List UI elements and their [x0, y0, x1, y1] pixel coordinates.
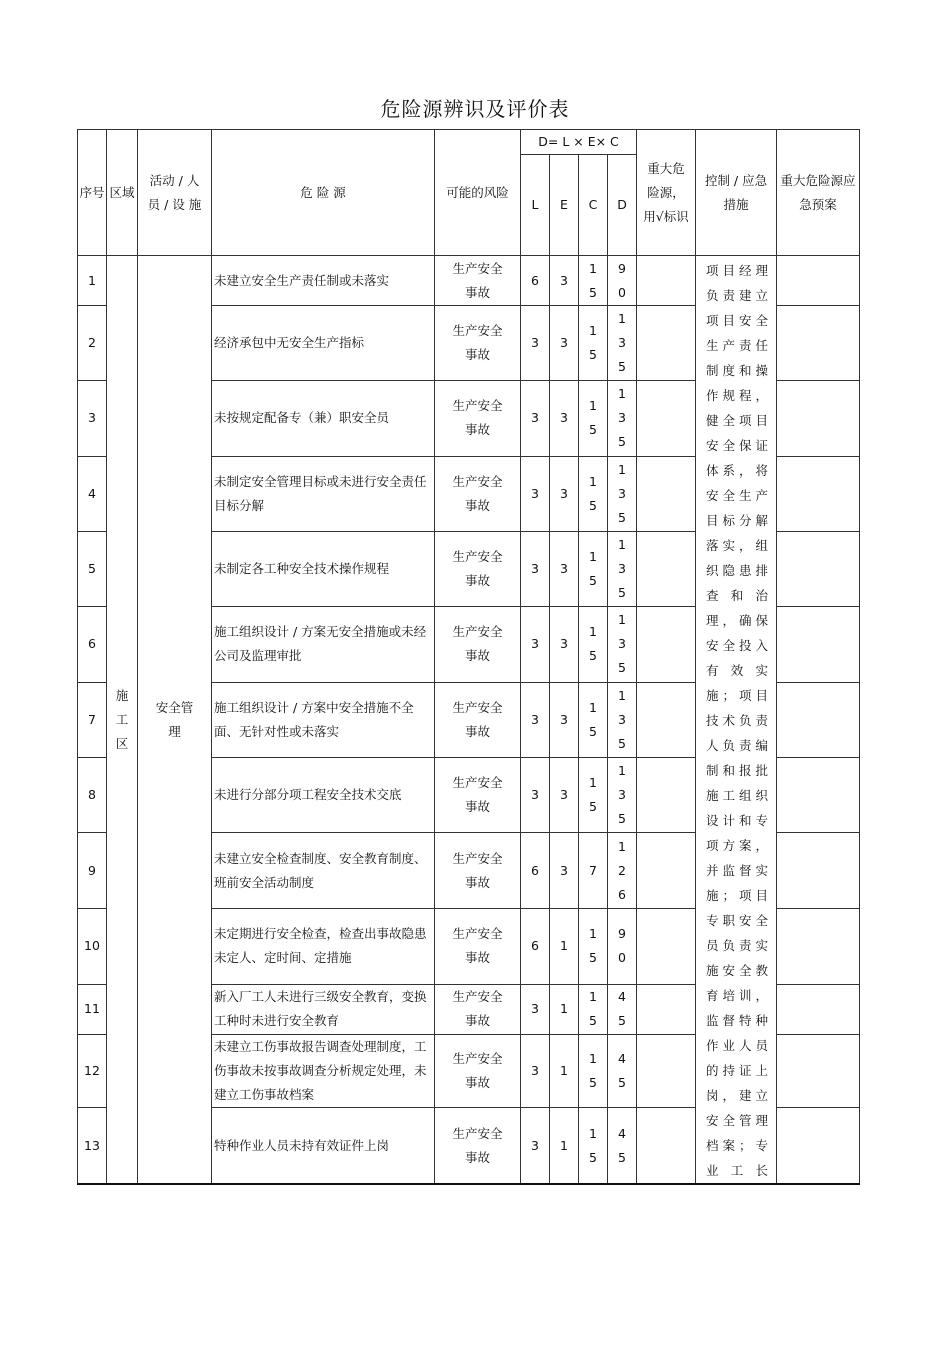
plan-cell: [777, 306, 860, 381]
row-no: 12: [78, 1034, 107, 1107]
L-cell: 3: [521, 381, 550, 456]
L-cell: 3: [521, 456, 550, 531]
E-cell: 3: [550, 758, 579, 833]
D-cell: 135: [608, 306, 637, 381]
C-cell: 15: [579, 1034, 608, 1107]
row-no: 5: [78, 531, 107, 606]
C-cell: 15: [579, 381, 608, 456]
major-cell: [637, 381, 696, 456]
L-cell: 3: [521, 1108, 550, 1184]
L-cell: 3: [521, 683, 550, 758]
row-no: 13: [78, 1108, 107, 1184]
row-no: 7: [78, 683, 107, 758]
plan-cell: [777, 683, 860, 758]
D-cell: 135: [608, 456, 637, 531]
major-cell: [637, 908, 696, 984]
risk-cell: 生产安全事故: [435, 908, 521, 984]
major-cell: [637, 984, 696, 1034]
E-cell: 3: [550, 256, 579, 306]
C-cell: 15: [579, 306, 608, 381]
D-cell: 90: [608, 256, 637, 306]
D-cell: 135: [608, 683, 637, 758]
header-no: 序号: [78, 130, 107, 256]
D-cell: 135: [608, 381, 637, 456]
major-cell: [637, 456, 696, 531]
page-title: 危险源辨识及评价表: [380, 97, 570, 121]
D-cell: 90: [608, 908, 637, 984]
E-cell: 3: [550, 683, 579, 758]
E-cell: 3: [550, 531, 579, 606]
header-major: 重大危险源，用√标识: [637, 130, 696, 256]
risk-cell: 生产安全事故: [435, 531, 521, 606]
plan-cell: [777, 531, 860, 606]
L-cell: 3: [521, 1034, 550, 1107]
hazard-cell: 经济承包中无安全生产指标: [212, 306, 435, 381]
E-cell: 1: [550, 908, 579, 984]
row-no: 4: [78, 456, 107, 531]
C-cell: 15: [579, 758, 608, 833]
hazard-cell: 特种作业人员未持有效证件上岗: [212, 1108, 435, 1184]
row-no: 3: [78, 381, 107, 456]
major-cell: [637, 1034, 696, 1107]
major-cell: [637, 833, 696, 908]
hazard-table: [77, 129, 860, 1185]
L-cell: 3: [521, 984, 550, 1034]
header-risk: 可能的风险: [435, 130, 521, 256]
header-L: L: [521, 155, 550, 256]
risk-cell: 生产安全事故: [435, 683, 521, 758]
L-cell: 3: [521, 758, 550, 833]
plan-cell: [777, 833, 860, 908]
hazard-cell: 未制定各工种安全技术操作规程: [212, 531, 435, 606]
hazard-cell: 未建立工伤事故报告调查处理制度，工伤事故未按事故调查分析规定处理，未建立工伤事故档案: [212, 1034, 435, 1107]
header-formula: D= L × E× C: [521, 130, 637, 155]
risk-cell: 生产安全事故: [435, 306, 521, 381]
major-cell: [637, 758, 696, 833]
hazard-cell: 未按规定配备专（兼）职安全员: [212, 381, 435, 456]
hazard-cell: 未建立安全检查制度、安全教育制度、班前安全活动制度: [212, 833, 435, 908]
header-hazard: 危 险 源: [212, 130, 435, 256]
risk-cell: 生产安全事故: [435, 456, 521, 531]
area-cell: 施工区: [107, 256, 138, 1185]
row-no: 6: [78, 606, 107, 682]
risk-cell: 生产安全事故: [435, 256, 521, 306]
major-cell: [637, 306, 696, 381]
header-activity: 活动 / 人员 / 设 施: [138, 130, 212, 256]
C-cell: 15: [579, 456, 608, 531]
major-cell: [637, 1108, 696, 1184]
E-cell: 3: [550, 833, 579, 908]
E-cell: 3: [550, 606, 579, 682]
D-cell: 135: [608, 606, 637, 682]
plan-cell: [777, 256, 860, 306]
header-C: C: [579, 155, 608, 256]
header-D: D: [608, 155, 637, 256]
plan-cell: [777, 758, 860, 833]
risk-cell: 生产安全事故: [435, 1034, 521, 1107]
E-cell: 1: [550, 1108, 579, 1184]
risk-cell: 生产安全事故: [435, 833, 521, 908]
risk-cell: 生产安全事故: [435, 1108, 521, 1184]
row-no: 10: [78, 908, 107, 984]
L-cell: 6: [521, 833, 550, 908]
plan-cell: [777, 456, 860, 531]
L-cell: 3: [521, 531, 550, 606]
major-cell: [637, 606, 696, 682]
major-cell: [637, 683, 696, 758]
plan-cell: [777, 1034, 860, 1107]
control-measure-cell: 项目经理负责建立项目安全生产责任制度和操作规程，健全项目安全保证体系，将安全生产目标分解落实，组织隐患排查和治理，确保安全投入有效实施；项目技术负责人负责编制和报批施工组织设计和专项方案，并监督实施；项目专职安全员负责实施安全教育培训，监督特种作业人员的持证上岗，建立安全管理档案；专业工长: [696, 256, 777, 1185]
C-cell: 15: [579, 256, 608, 306]
hazard-cell: 施工组织设计 / 方案中安全措施不全面、无针对性或未落实: [212, 683, 435, 758]
hazard-cell: 未建立安全生产责任制或未落实: [212, 256, 435, 306]
C-cell: 15: [579, 984, 608, 1034]
header-area: 区域: [107, 130, 138, 256]
plan-cell: [777, 381, 860, 456]
plan-cell: [777, 1108, 860, 1184]
row-no: 1: [78, 256, 107, 306]
E-cell: 1: [550, 984, 579, 1034]
hazard-cell: 未进行分部分项工程安全技术交底: [212, 758, 435, 833]
E-cell: 3: [550, 456, 579, 531]
header-E: E: [550, 155, 579, 256]
risk-cell: 生产安全事故: [435, 984, 521, 1034]
D-cell: 45: [608, 1108, 637, 1184]
activity-cell: 安全管理: [138, 256, 212, 1185]
C-cell: 15: [579, 606, 608, 682]
E-cell: 3: [550, 381, 579, 456]
major-cell: [637, 256, 696, 306]
row-no: 9: [78, 833, 107, 908]
D-cell: 135: [608, 758, 637, 833]
C-cell: 15: [579, 908, 608, 984]
D-cell: 135: [608, 531, 637, 606]
plan-cell: [777, 984, 860, 1034]
major-cell: [637, 531, 696, 606]
L-cell: 3: [521, 606, 550, 682]
hazard-cell: 未制定安全管理目标或未进行安全责任目标分解: [212, 456, 435, 531]
D-cell: 126: [608, 833, 637, 908]
C-cell: 7: [579, 833, 608, 908]
C-cell: 15: [579, 683, 608, 758]
hazard-cell: 未定期进行安全检查，检查出事故隐患未定人、定时间、定措施: [212, 908, 435, 984]
L-cell: 6: [521, 256, 550, 306]
header-control: 控制 / 应急措施: [696, 130, 777, 256]
C-cell: 15: [579, 1108, 608, 1184]
risk-cell: 生产安全事故: [435, 381, 521, 456]
header-plan: 重大危险源应急预案: [777, 130, 860, 256]
C-cell: 15: [579, 531, 608, 606]
row-no: 11: [78, 984, 107, 1034]
risk-cell: 生产安全事故: [435, 606, 521, 682]
plan-cell: [777, 908, 860, 984]
L-cell: 6: [521, 908, 550, 984]
L-cell: 3: [521, 306, 550, 381]
D-cell: 45: [608, 984, 637, 1034]
row-no: 2: [78, 306, 107, 381]
D-cell: 45: [608, 1034, 637, 1107]
plan-cell: [777, 606, 860, 682]
hazard-cell: 施工组织设计 / 方案无安全措施或未经公司及监理审批: [212, 606, 435, 682]
row-no: 8: [78, 758, 107, 833]
hazard-cell: 新入厂工人未进行三级安全教育，变换工种时未进行安全教育: [212, 984, 435, 1034]
E-cell: 1: [550, 1034, 579, 1107]
E-cell: 3: [550, 306, 579, 381]
risk-cell: 生产安全事故: [435, 758, 521, 833]
